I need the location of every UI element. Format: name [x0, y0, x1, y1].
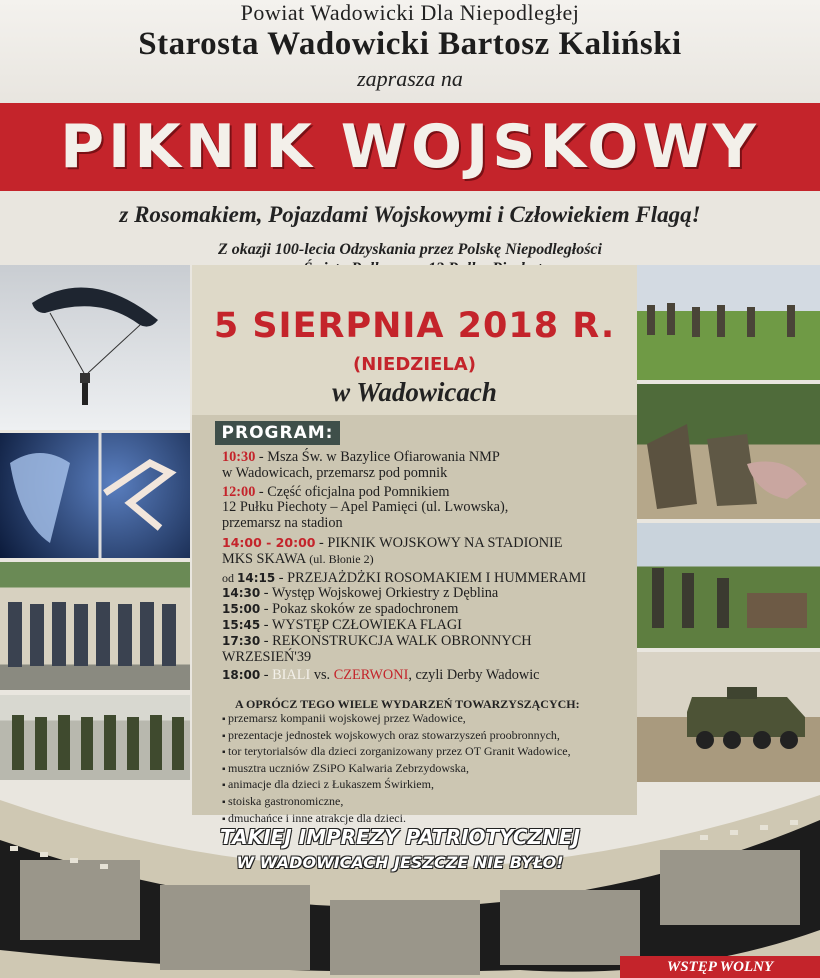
photo-acrobat: [0, 433, 190, 558]
program-time: 15:45: [222, 617, 261, 632]
program-text: WRZESIEŃ'39: [222, 648, 312, 665]
program-text: - REKONSTRUKCJA WALK OBRONNYCH: [260, 632, 532, 649]
program-text: w Wadowicach, przemarsz pod pomnik: [222, 464, 448, 481]
program-text: (ul. Błonie 2): [306, 551, 374, 566]
program-item: [222, 450, 632, 482]
photo-soldiers-combat: [637, 384, 820, 519]
team-red: CZERWONI: [333, 667, 409, 684]
slogan-line-1: TAKIEJ IMPREZY PATRIOTYCZNEJ: [220, 825, 580, 849]
program-time: 14:15: [237, 570, 276, 585]
program-item: [222, 668, 632, 684]
occasion-line-1: Z okazji 100-lecia Odzyskania przez Polskę Niepodległości: [218, 241, 602, 258]
event-subtitle: z Rosomakiem, Pojazdami Wojskowymi i Człowiekiem Flagą!: [119, 202, 701, 227]
event-title: PIKNIK WOJSKOWY: [60, 112, 760, 182]
program-time: 18:00: [222, 668, 261, 683]
program-item: [222, 634, 632, 666]
header-line-3: zaprasza na: [357, 66, 463, 91]
program-text: - Część oficjalna pod Pomnikiem: [255, 483, 450, 500]
program-time: 12:00: [222, 483, 256, 500]
program-text: przemarsz na stadion: [222, 515, 343, 532]
program-text: - PRZEJAŻDŻKI ROSOMAKIEM I HUMMERAMI: [275, 569, 587, 586]
program-text: MKS SKAWA: [222, 550, 307, 567]
photo-parachute: [0, 265, 190, 430]
photo-soldiers-march: [0, 695, 190, 780]
list-item: ▪ musztra uczniów ZSiPO Kalwaria Zebrzydowska,: [222, 761, 632, 778]
program-item: [222, 602, 632, 618]
program-time: 10:30: [222, 449, 256, 465]
team-white: BIALI: [272, 667, 311, 684]
program-item: [222, 535, 632, 568]
program-text: vs.: [310, 667, 334, 684]
photo-rosomak-vehicle: [637, 652, 820, 782]
program-item: [222, 485, 632, 532]
program-text: 12 Pułku Piechoty – Apel Pamięci (ul. Lwowska),: [222, 499, 509, 516]
header-line-1: Powiat Wadowicki Dla Niepodległej: [240, 0, 580, 25]
header-line-2: Starosta Wadowicki Bartosz Kaliński: [138, 26, 682, 62]
program-time: 17:30: [222, 633, 261, 648]
extra-events-heading: A OPRÓCZ TEGO WIELE WYDARZEŃ TOWARZYSZĄCYCH:: [235, 697, 580, 711]
program-time: 14:00 - 20:00: [222, 534, 316, 550]
program-time-prefix: od: [222, 570, 237, 585]
event-weekday: (NIEDZIELA): [353, 354, 476, 375]
film-strip: [0, 780, 820, 978]
program-text: - Występ Wojskowej Orkiestry z Dęblina: [260, 585, 499, 602]
list-item: ▪ stoiska gastronomiczne,: [222, 794, 632, 811]
program-item: [222, 571, 632, 587]
program-list: [222, 450, 632, 687]
list-item: ▪ animacje dla dzieci z Łukaszem Świrkiem,: [222, 777, 632, 794]
program-text: - PIKNIK WOJSKOWY NA STADIONIE: [315, 534, 563, 551]
entry-free-badge: WSTĘP WOLNY: [620, 956, 820, 978]
program-text: , czyli Derby Wadowic: [408, 667, 540, 684]
program-text: - Pokaz skoków ze spadochronem: [260, 601, 459, 618]
program-item: [222, 586, 632, 602]
photo-soldiers-trench: [637, 523, 820, 648]
slogan-line-2: W WADOWICACH JESZCZE NIE BYŁO!: [236, 853, 564, 872]
list-item: ▪ tor terytorialsów dla dzieci zorganizowany przez OT Granit Wadowice,: [222, 744, 632, 761]
program-item: [222, 618, 632, 634]
program-time: 14:30: [222, 586, 261, 601]
program-time: 15:00: [222, 602, 261, 617]
list-item: ▪ dmuchańce i inne atrakcje dla dzieci.: [222, 811, 632, 828]
event-place: w Wadowicach: [332, 377, 497, 407]
list-item: ▪ prezentacje jednostek wojskowych oraz stowarzyszeń proobronnych,: [222, 728, 632, 745]
program-text: - WYSTĘP CZŁOWIEKA FLAGI: [260, 616, 462, 633]
list-item: ▪ przemarsz kompanii wojskowej przez Wadowice,: [222, 711, 632, 728]
program-text: - Msza Św. w Bazylice Ofiarowania NMP: [255, 449, 500, 465]
event-date: 5 SIERPNIA 2018 R.: [213, 306, 616, 346]
program-label: PROGRAM:: [215, 421, 340, 445]
photo-orchestra: [0, 562, 190, 690]
photo-reenactment-field: [637, 265, 820, 380]
program-text: -: [260, 667, 273, 684]
